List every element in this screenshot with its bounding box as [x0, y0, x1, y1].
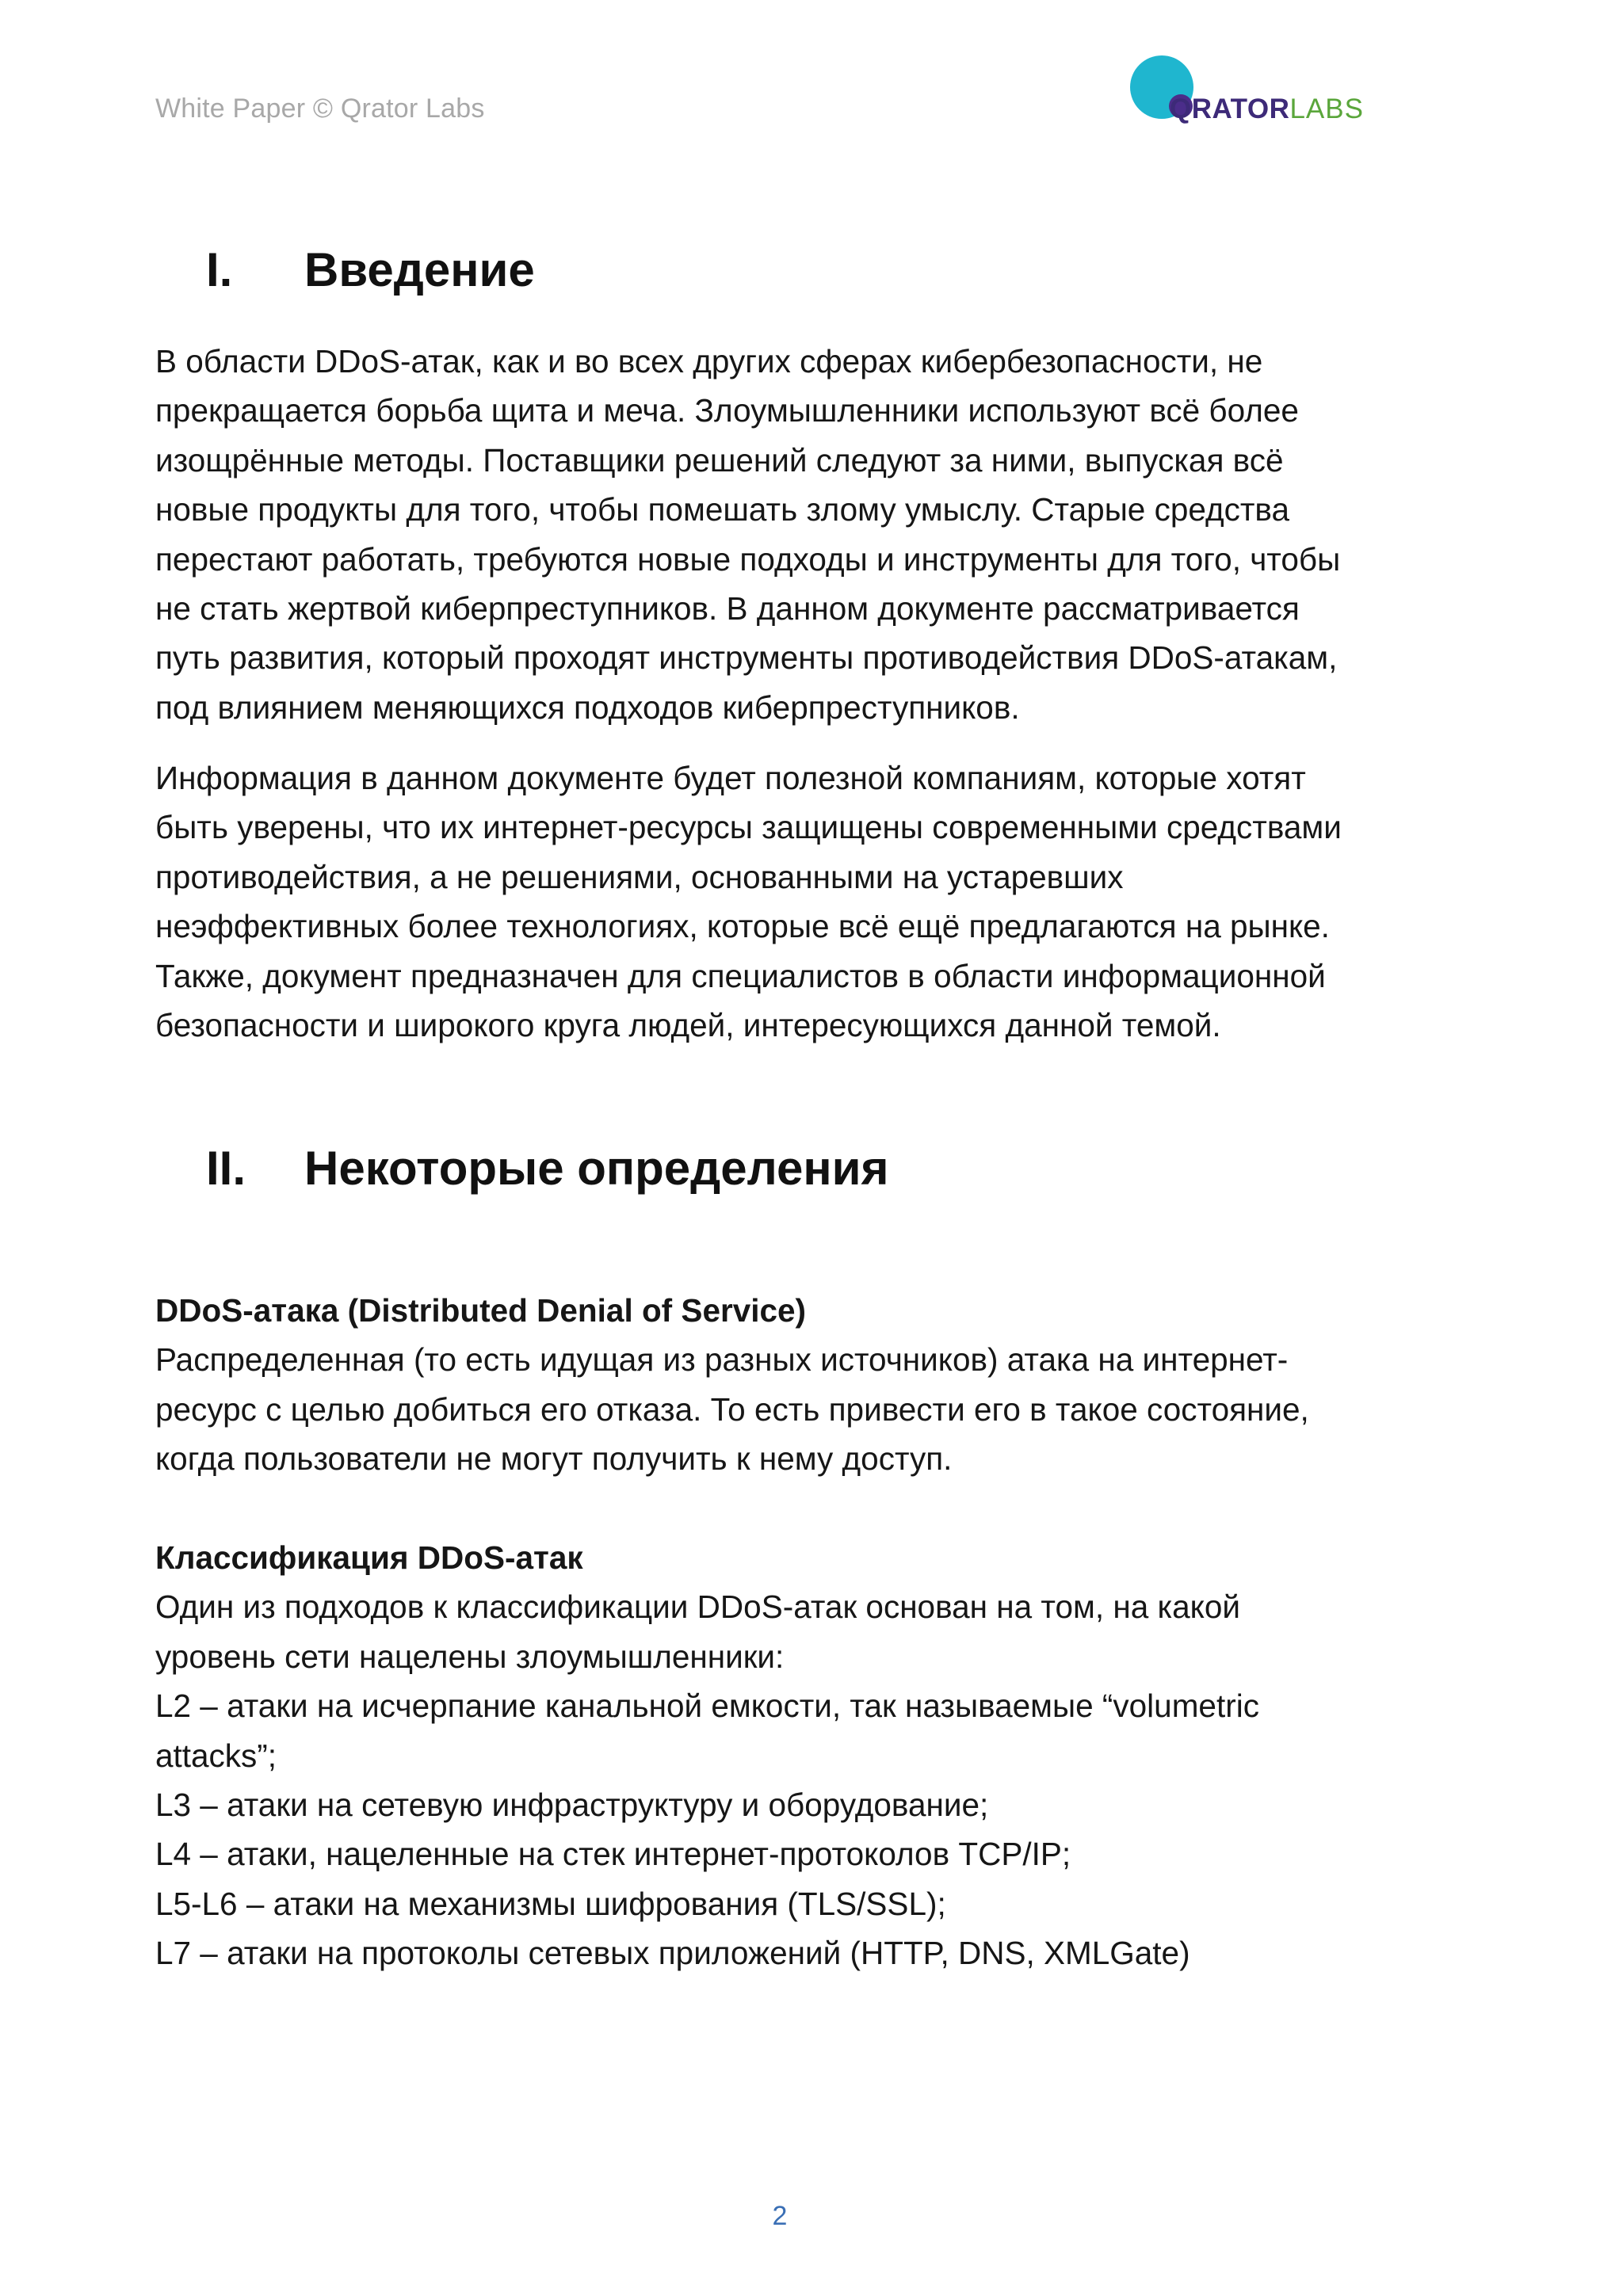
header-text: White Paper © Qrator Labs	[155, 93, 485, 124]
list-item: L4 – атаки, нацеленные на стек интернет-протоколов TCP/IP;	[155, 1836, 1071, 1873]
paragraph-line: Один из подходов к классификации DDoS-атак основан на том, на какой	[155, 1589, 1240, 1626]
paragraph-line: безопасности и широкого круга людей, интересующихся данной темой.	[155, 1007, 1221, 1044]
paragraph-line: не стать жертвой киберпреступников. В данном документе рассматривается	[155, 590, 1300, 627]
section-1-heading	[206, 242, 535, 297]
paragraph-line: когда пользователи не могут получить к нему доступ.	[155, 1440, 953, 1478]
section-1-number: I.	[206, 243, 233, 296]
logo-name: QRATOR	[1170, 93, 1290, 124]
paragraph-line: перестают работать, требуются новые подходы и инструменты для того, чтобы	[155, 540, 1341, 578]
paragraph-line: изощрённые методы. Поставщики решений следуют за ними, выпуская всё	[155, 441, 1284, 479]
list-item: L5-L6 – атаки на механизмы шифрования (TLS/SSL);	[155, 1885, 946, 1922]
logo-wordmark	[1170, 93, 1364, 125]
logo-suffix: LABS	[1289, 93, 1364, 124]
paragraph-line: под влиянием меняющихся подходов киберпреступников.	[155, 688, 1020, 726]
paragraph-line: В области DDoS-атак, как и во всех других сферах кибербезопасности, не	[155, 343, 1263, 379]
paragraph-line: новые продукты для того, чтобы помешать злому умыслу. Старые средства	[155, 491, 1290, 528]
list-item: attacks”;	[155, 1737, 277, 1774]
section-1-title: Введение	[304, 243, 535, 296]
paragraph-line: прекращается борьба щита и меча. Злоумышленники используют всё более	[155, 392, 1299, 429]
paragraph-line: путь развития, который проходят инструменты противодействия DDoS-атакам,	[155, 639, 1338, 677]
list-item: L2 – атаки на исчерпание канальной емкости, так называемые “volumetric	[155, 1688, 1259, 1725]
paragraph-line: противодействия, а не решениями, основанными на устаревших	[155, 858, 1124, 895]
section-2-number: II.	[206, 1142, 246, 1195]
paragraph-line: неэффективных более технологиях, которые всё ещё предлагаются на рынке.	[155, 908, 1330, 945]
paragraph-line: уровень сети нацелены злоумышленники:	[155, 1638, 785, 1675]
section-1-paragraph-2	[155, 753, 1423, 1050]
classification-term: Классификация DDoS-атак	[155, 1539, 583, 1576]
page-number: 2	[772, 2201, 788, 2231]
paragraph-line: ресурс с целью добиться его отказа. То есть привести его в такое состояние,	[155, 1390, 1309, 1428]
qrator-labs-logo	[1124, 54, 1393, 125]
paragraph-line: Также, документ предназначен для специалистов в области информационной	[155, 957, 1326, 994]
list-item: L3 – атаки на сетевую инфраструктуру и оборудование;	[155, 1787, 989, 1824]
section-1-paragraph-1	[155, 337, 1423, 732]
section-2-title: Некоторые определения	[304, 1142, 889, 1195]
classification-definition	[155, 1533, 1423, 1978]
paragraph-line: Распределенная (то есть идущая из разных источников) атака на интернет-	[155, 1341, 1289, 1379]
list-item: L7 – атаки на протоколы сетевых приложений (HTTP, DNS, XMLGate)	[155, 1935, 1190, 1972]
ddos-definition	[155, 1286, 1423, 1484]
paragraph-line: Информация в данном документе будет полезной компаниям, которые хотят	[155, 760, 1306, 796]
paragraph-line: быть уверены, что их интернет-ресурсы защищены современными средствами	[155, 809, 1342, 846]
ddos-term: DDoS-атака (Distributed Denial of Service)	[155, 1292, 807, 1329]
section-2-heading	[206, 1141, 888, 1196]
